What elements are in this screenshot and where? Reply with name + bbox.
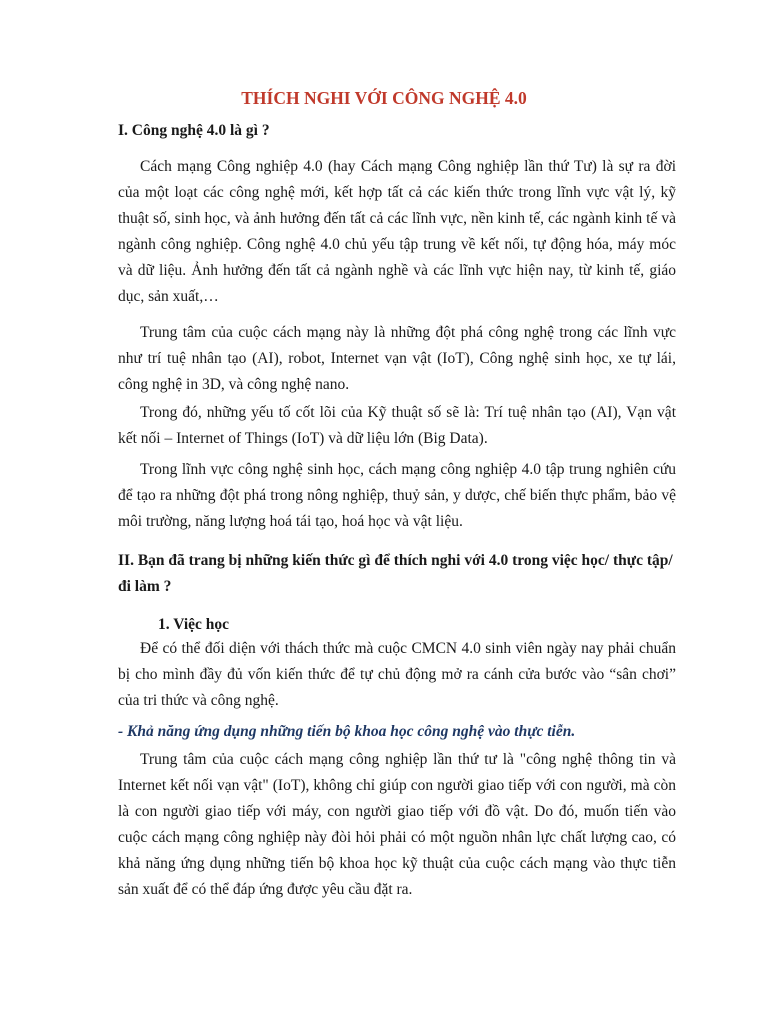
subsection-1-paragraph: Để có thể đối diện với thách thức mà cuộc CMCN 4.0 sinh viên ngày nay phải chuẩn bị cho mình đầy đủ vốn kiến thức để tự chủ động mở ra cánh cửa bước vào “sân chơi” của tri thức và công nghệ. <box>118 640 676 709</box>
section-1-paragraph-1: Cách mạng Công nghiệp 4.0 (hay Cách mạng Công nghiệp lần thứ Tư) là sự ra đời của một loạt các công nghệ mới, kết hợp tất cả các kiến thức trong lĩnh vực vật lý, kỹ thuật số, sinh học, và ảnh hưởng đến tất cả các lĩnh vực, nền kinh tế, các ngành kinh tế và ngành công nghiệp. Công nghệ 4.0 chủ yếu tập trung về kết nối, tự động hóa, máy móc và dữ liệu. Ảnh hưởng đến tất cả ngành nghề và các lĩnh vực hiện nay, từ kinh tế, giáo dục, sản xuất,… <box>118 158 676 305</box>
subsection-1-heading: 1. Việc học <box>158 616 230 633</box>
section-1-paragraph-4: Trong lĩnh vực công nghệ sinh học, cách mạng công nghiệp 4.0 tập trung nghiên cứu để tạo ra những đột phá trong nông nghiệp, thuỷ sản, y dược, chế biến thực phẩm, bảo vệ môi trường, năng lượng hoá tái tạo, hoá học và vật liệu. <box>118 461 676 530</box>
section-2-heading: II. Bạn đã trang bị những kiến thức gì để thích nghi với 4.0 trong việc học/ thực tập/ đi làm ? <box>118 552 673 595</box>
section-1-heading: I. Công nghệ 4.0 là gì ? <box>118 122 270 139</box>
emphasis-line: - Khả năng ứng dụng những tiến bộ khoa học công nghệ vào thực tiễn. <box>118 723 576 740</box>
document-title: THÍCH NGHI VỚI CÔNG NGHỆ 4.0 <box>241 88 527 108</box>
section-1-paragraph-2: Trung tâm của cuộc cách mạng này là những đột phá công nghệ trong các lĩnh vực như trí tuệ nhân tạo (AI), robot, Internet vạn vật (IoT), Công nghệ sinh học, xe tự lái, công nghệ in 3D, và công nghệ nano. <box>118 324 676 393</box>
final-paragraph: Trung tâm của cuộc cách mạng công nghiệp lần thứ tư là "công nghệ thông tin và Internet kết nối vạn vật" (IoT), không chỉ giúp con người giao tiếp với con người, mà còn là con người giao tiếp với máy, con người giao tiếp với đồ vật. Do đó, muốn tiến vào cuộc cách mạng công nghiệp này đòi hỏi phải có một nguồn nhân lực chất lượng cao, có khả năng ứng dụng những tiến bộ khoa học kỹ thuật của cuộc cách mạng vào thực tiễn sản xuất để có thể đáp ứng được yêu cầu đặt ra. <box>118 751 676 898</box>
section-1-paragraph-3: Trong đó, những yếu tố cốt lõi của Kỹ thuật số sẽ là: Trí tuệ nhân tạo (AI), Vạn vật kết nối – Internet of Things (IoT) và dữ liệu lớn (Big Data). <box>118 404 676 447</box>
